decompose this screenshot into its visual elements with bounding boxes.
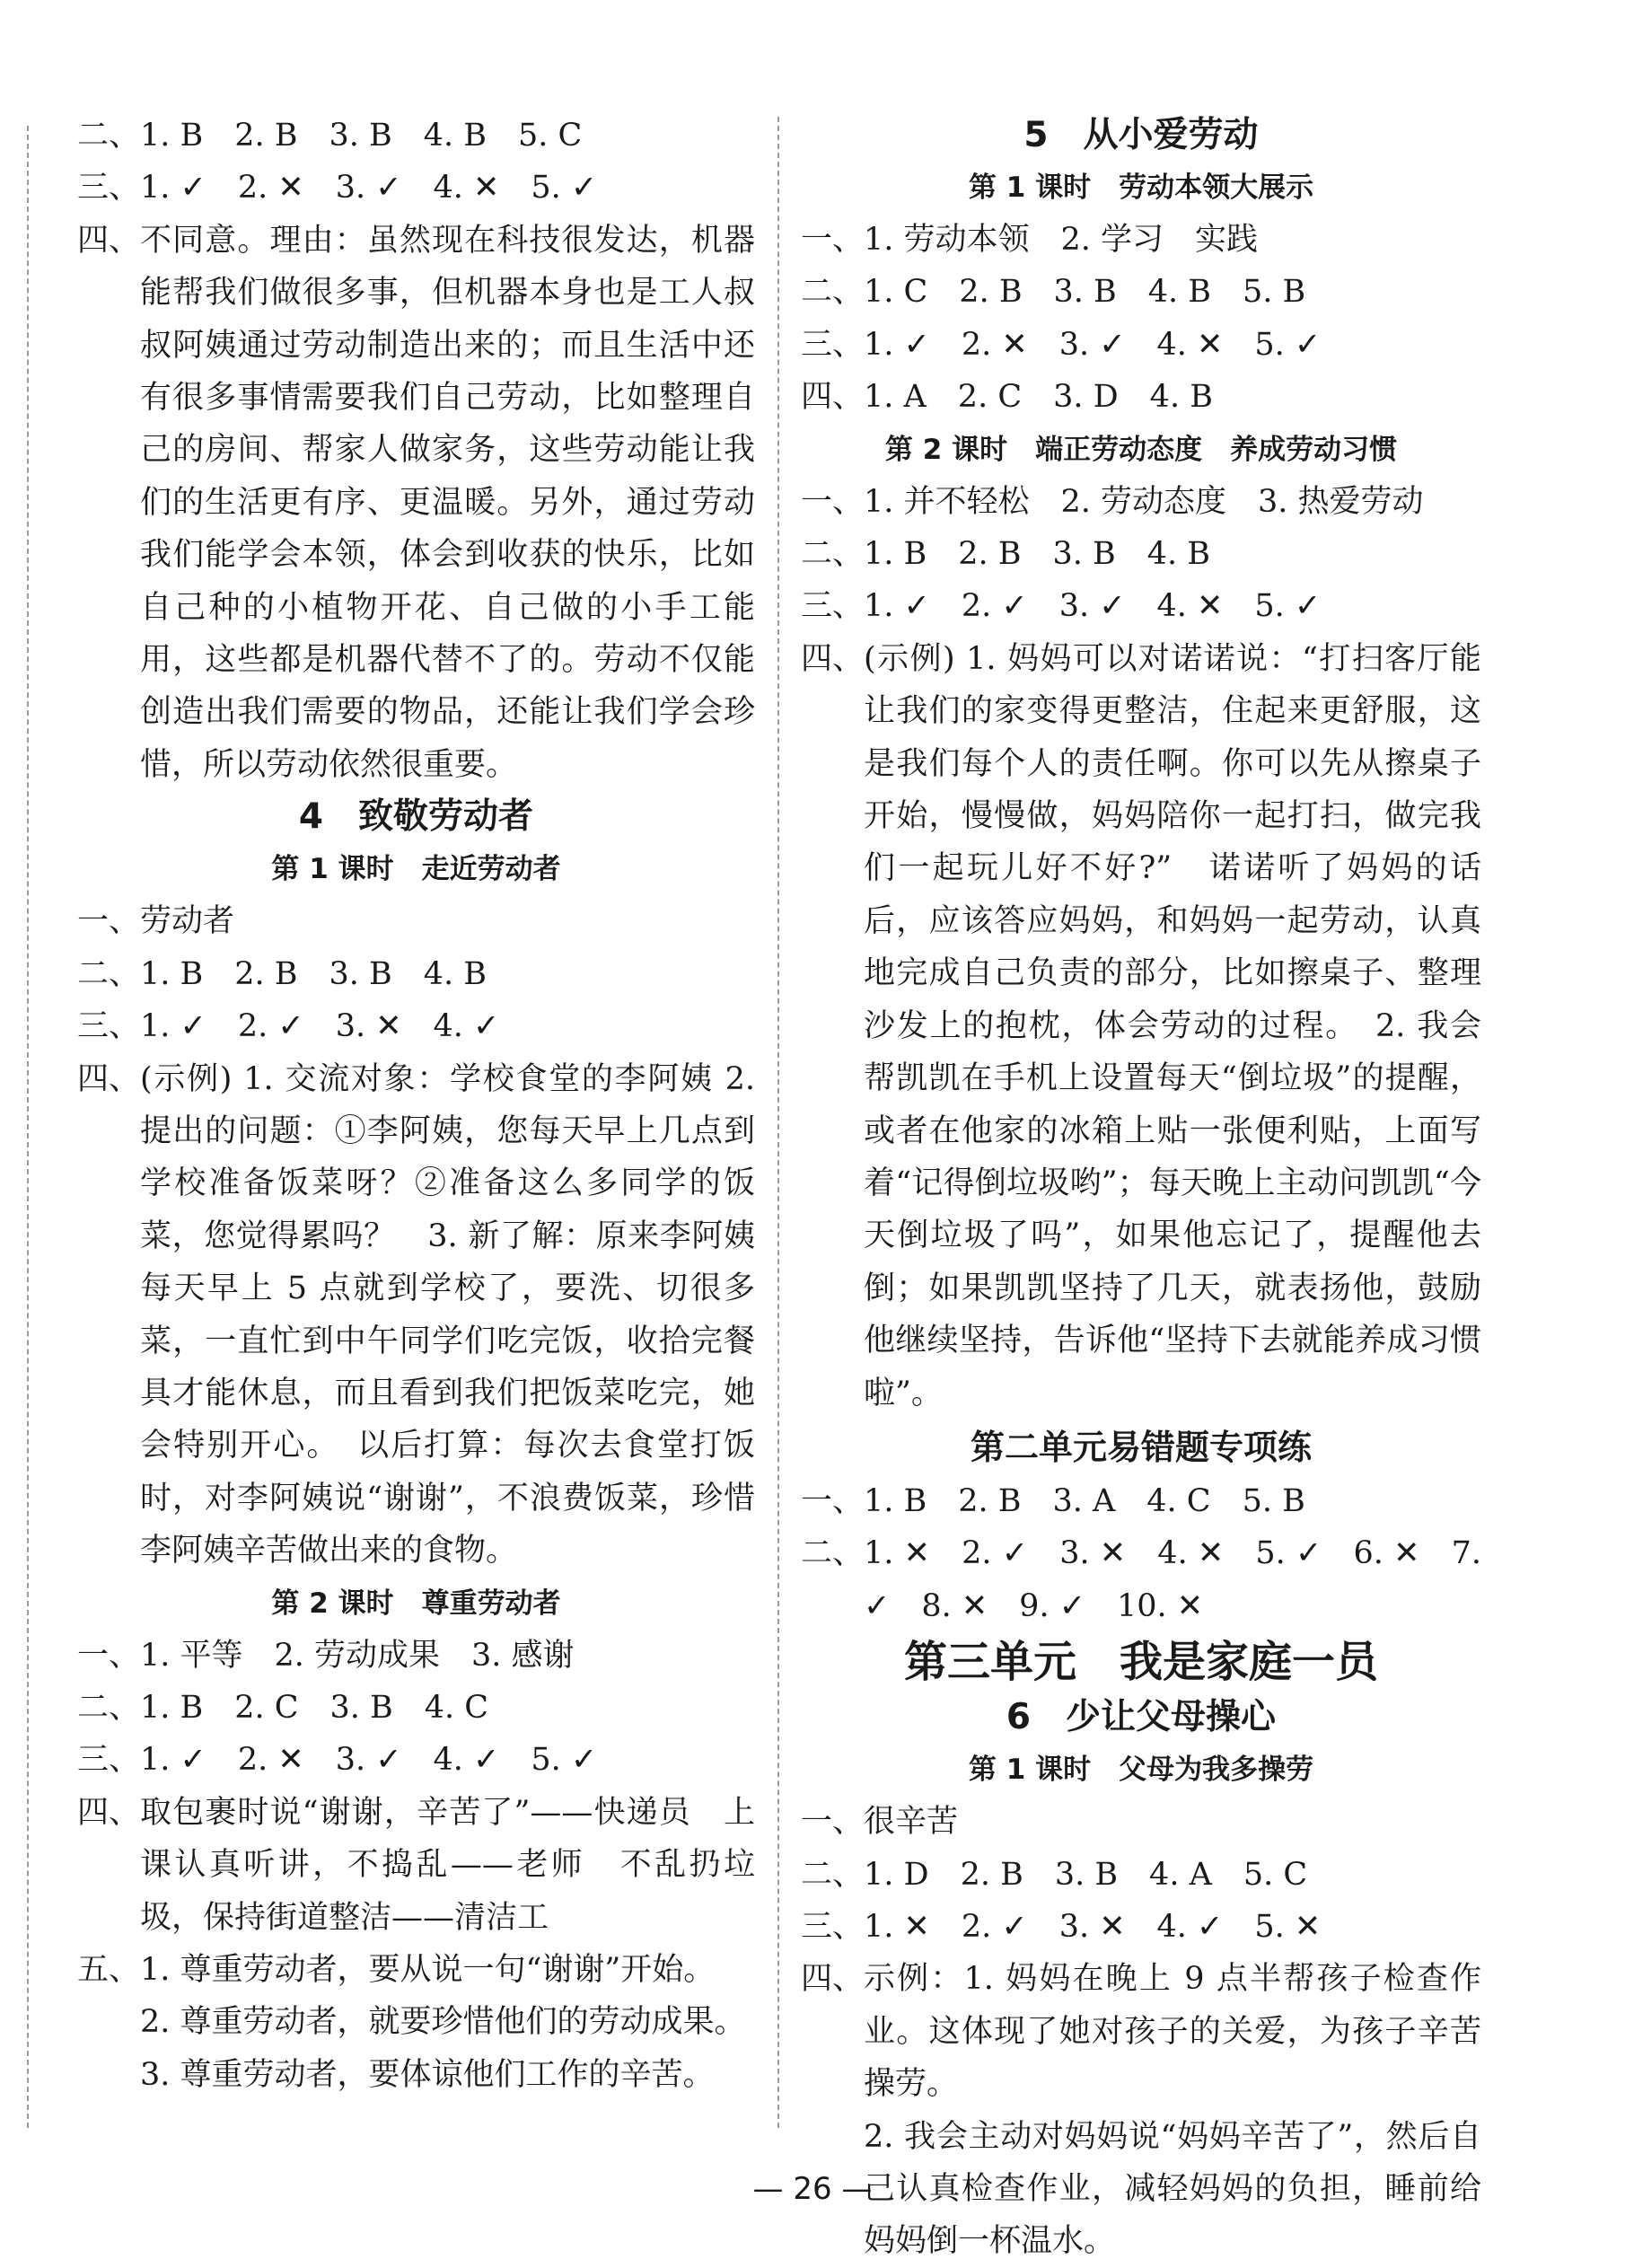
question-number: 一、 — [801, 1804, 865, 1841]
answer-item — [801, 371, 1481, 423]
answer-text: 1. ✕ 2. ✓ 3. ✕ 4. ✕ 5. ✓ 6. ✕ 7. ✓ 8. ✕ 9. ✓ 10. ✕ — [864, 1535, 1481, 1624]
question-number: 四、 — [801, 379, 865, 416]
section-heading: 4 致敬劳动者 — [298, 796, 534, 838]
answer-item — [801, 580, 1481, 632]
left-margin-rule — [27, 126, 29, 2128]
answer-text: 1. B 2. B 3. B 4. B — [864, 536, 1210, 573]
section-heading: 第 1 课时 走近劳动者 — [271, 853, 561, 886]
answer-item — [77, 1053, 755, 1578]
answer-text: 1. B 2. B 3. A 4. C 5. B — [864, 1482, 1305, 1519]
answer-item — [77, 948, 755, 1000]
question-number: 二、 — [801, 1856, 865, 1893]
answer-text: 1. ✓ 2. ✓ 3. ✓ 4. ✕ 5. ✓ — [864, 588, 1322, 625]
section-heading: 第二单元易错题专项练 — [970, 1427, 1312, 1467]
answer-text: 1. ✓ 2. ✓ 3. ✕ 4. ✓ — [140, 1008, 500, 1045]
answer-text: (示例) 1. 妈妈可以对诺诺说：“打扫客厅能让我们的家变得更整洁，住起来更舒服，这是我们每个人的责任啊。你可以先从擦桌子开始，慢慢做，妈妈陪你一起打扫，做完我们一起玩儿好不好?” 诺诺听了妈妈的话后，应该答应妈妈，和妈妈一起劳动，认真地完成自己负责的部分，比如擦桌子、整理沙发上的抱枕，体会劳动的过程。 2. 我会帮凯凯在手机上设置每天“倒垃圾”的提醒，或者在他家的冰箱上贴一张便利贴，上面写着“记得倒垃圾哟”；每天晚上主动问凯凯“今天倒垃圾了吗”，如果他忘记了，提醒他去倒；如果凯凯坚持了几天，就表扬他，鼓励他继续坚持，告诉他“坚持下去就能养成习惯啦”。 — [864, 640, 1481, 1411]
section-heading: 第 1 课时 劳动本领大展示 — [968, 171, 1314, 204]
page-number: — 26 — — [752, 2171, 873, 2207]
column-divider — [777, 117, 779, 2128]
answer-text: 1. ✓ 2. ✕ 3. ✓ 4. ✓ 5. ✓ — [140, 1742, 598, 1779]
question-number: 三、 — [77, 1742, 141, 1779]
section-heading: 第三单元 我是家庭一员 — [903, 1637, 1378, 1688]
question-number: 四、 — [77, 1794, 141, 1831]
answer-item — [77, 162, 755, 214]
answer-text: 取包裹时说“谢谢，辛苦了”——快递员 上课认真听讲，不捣乱——老师 不乱扔垃圾，保持街道整洁——清洁工 — [140, 1794, 755, 1936]
answer-text: 1. C 2. B 3. B 4. B 5. B — [864, 274, 1306, 311]
answer-item — [801, 1953, 1481, 2110]
answer-text: 1. A 2. C 3. D 4. B — [864, 379, 1213, 416]
question-number: 三、 — [801, 1908, 865, 1945]
answer-item — [77, 110, 755, 162]
question-number: 四、 — [801, 640, 865, 677]
section-heading: 6 少让父母操心 — [1006, 1697, 1277, 1738]
answer-text: 1. 平等 2. 劳动成果 3. 感谢 — [140, 1637, 575, 1674]
question-number: 三、 — [77, 1008, 141, 1045]
question-number: 三、 — [801, 588, 865, 625]
question-number: 二、 — [77, 1689, 141, 1726]
question-number: 四、 — [77, 1060, 141, 1097]
answer-text: 2. 尊重劳动者，就要珍惜他们的劳动成果。 — [140, 2004, 746, 2041]
answer-item — [77, 1734, 755, 1786]
answer-item — [77, 1944, 755, 1996]
question-number: 一、 — [801, 222, 865, 258]
answer-item — [801, 1849, 1481, 1901]
section-heading: 第 2 课时 端正劳动态度 养成劳动习惯 — [884, 433, 1398, 466]
answer-text: 示例：1. 妈妈在晚上 9 点半帮孩子检查作业。这体现了她对孩子的关爱，为孩子辛苦操劳。 — [864, 1961, 1481, 2103]
answer-text: 1. D 2. B 3. B 4. A 5. C — [864, 1856, 1308, 1893]
question-number: 二、 — [77, 955, 141, 992]
question-number: 五、 — [77, 1952, 141, 1988]
question-number: 一、 — [801, 483, 865, 520]
question-number: 三、 — [801, 326, 865, 363]
answer-item — [77, 895, 755, 947]
answer-item — [77, 1000, 755, 1052]
question-number: 二、 — [801, 1535, 865, 1572]
answer-item — [801, 476, 1481, 528]
answer-item — [801, 528, 1481, 580]
answer-item — [77, 1996, 755, 2048]
question-number: 四、 — [77, 222, 141, 259]
answer-text: 2. 我会主动对妈妈说“妈妈辛苦了”，然后自己认真检查作业，减轻妈妈的负担，睡前给妈妈倒一杯温水。 — [864, 2118, 1481, 2260]
question-number: 二、 — [801, 274, 865, 311]
answer-text: 1. 并不轻松 2. 劳动态度 3. 热爱劳动 — [864, 483, 1424, 520]
answer-item — [77, 215, 755, 791]
answer-text: (示例) 1. 交流对象：学校食堂的李阿姨 2. 提出的问题：①李阿姨，您每天早上几点到学校准备饭菜呀？②准备这么多同学的饭菜，您觉得累吗？ 3. 新了解：原来李阿姨每天早上 5 点就到学校了，要洗、切很多菜，一直忙到中午同学们吃完饭，收拾完餐具才能休息，而且看到我们把饭菜吃完，她会特别开心。 以后打算：每次去食堂打饭时，对李阿姨说“谢谢”，不浪费饭菜，珍惜李阿姨辛苦做出来的食物。 — [140, 1060, 755, 1569]
answer-item — [77, 1682, 755, 1734]
answer-text: 劳动者 — [140, 903, 235, 940]
answer-text: 1. 劳动本领 2. 学习 实践 — [864, 222, 1259, 258]
right-column — [801, 110, 1481, 2268]
answer-text: 1. ✓ 2. ✕ 3. ✓ 4. ✕ 5. ✓ — [864, 326, 1322, 363]
answer-text: 1. B 2. C 3. B 4. C — [140, 1689, 489, 1726]
answer-text: 很辛苦 — [864, 1804, 959, 1841]
answer-text: 1. ✓ 2. ✕ 3. ✓ 4. ✕ 5. ✓ — [140, 170, 598, 207]
question-number: 三、 — [77, 170, 141, 207]
answer-item — [801, 266, 1481, 318]
answer-text: 1. 尊重劳动者，要从说一句“谢谢”开始。 — [140, 1952, 716, 1988]
section-heading: 5 从小爱劳动 — [1023, 115, 1259, 155]
section-heading: 第 2 课时 尊重劳动者 — [271, 1587, 561, 1620]
question-number: 一、 — [801, 1482, 865, 1519]
answer-item — [77, 1787, 755, 1944]
answer-item — [801, 1796, 1481, 1848]
question-number: 四、 — [801, 1961, 865, 1998]
answer-item — [801, 319, 1481, 371]
question-number: 二、 — [77, 118, 141, 154]
question-number: 二、 — [801, 536, 865, 573]
answer-text: 3. 尊重劳动者，要体谅他们工作的辛苦。 — [140, 2056, 715, 2093]
answer-item — [801, 1901, 1481, 1953]
left-column — [77, 110, 755, 2101]
answer-item — [77, 2049, 755, 2101]
section-heading: 第 1 课时 父母为我多操劳 — [968, 1754, 1314, 1787]
answer-item — [801, 214, 1481, 266]
question-number: 一、 — [77, 903, 141, 940]
answer-text: 1. ✕ 2. ✓ 3. ✕ 4. ✓ 5. ✕ — [864, 1908, 1322, 1945]
answer-text: 不同意。理由：虽然现在科技很发达，机器能帮我们做很多事，但机器本身也是工人叔叔阿姨通过劳动制造出来的；而且生活中还有很多事情需要我们自己劳动，比如整理自己的房间、帮家人做家务，这些劳动能让我们的生活更有序、更温暖。另外，通过劳动我们能学会本领，体会到收获的快乐，比如自己种的小植物开花、自己做的小手工能用，这些都是机器代替不了的。劳动不仅能创造出我们需要的物品，还能让我们学会珍惜，所以劳动依然很重要。 — [140, 222, 755, 783]
answer-item — [77, 1630, 755, 1682]
answer-item — [801, 1527, 1481, 1632]
answer-text: 1. B 2. B 3. B 4. B — [140, 955, 487, 992]
answer-item — [801, 633, 1481, 1420]
question-number: 一、 — [77, 1637, 141, 1674]
answer-item — [801, 1475, 1481, 1527]
answer-text: 1. B 2. B 3. B 4. B 5. C — [140, 118, 583, 154]
